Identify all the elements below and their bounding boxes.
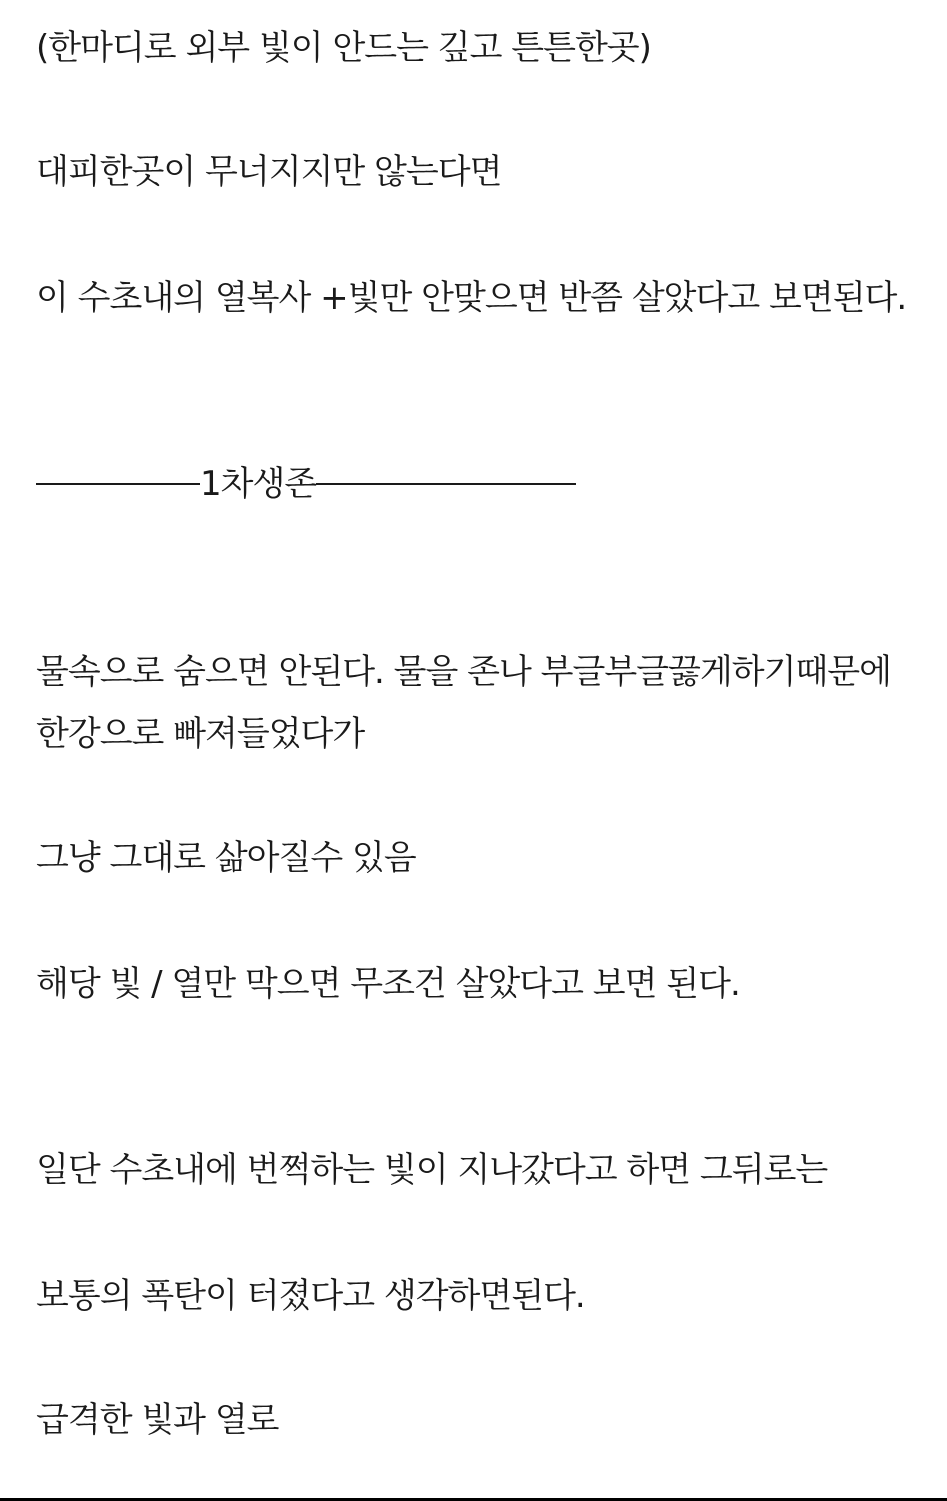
text-line: 그냥 그대로 삶아질수 있음 [36,838,416,878]
text-line: 일단 수초내에 번쩍하는 빛이 지나갔다고 하면 그뒤로는 [36,1150,828,1190]
text-line: 이 수초내의 열복사 +빛만 안맞으면 반쯤 살았다고 보면된다. [36,278,907,318]
text-line: 해당 빛 / 열만 막으면 무조건 살았다고 보면 된다. [36,964,740,1004]
section-divider [36,462,576,506]
section-divider-label: 1차생존 [200,464,317,504]
text-line: 보통의 폭탄이 터졌다고 생각하면된다. [36,1276,585,1316]
text-line: 대피한곳이 무너지지만 않는다면 [36,152,502,192]
text-line: 한강으로 빠져들었다가 [36,714,365,754]
text-line: (한마디로 외부 빛이 안드는 깊고 튼튼한곳) [36,28,651,68]
divider-rule-right [316,483,576,485]
divider-rule-left [36,483,200,485]
text-line: 물속으로 숨으면 안된다. 물을 존나 부글부글끓게하기때문에 [36,652,891,692]
text-line: 급격한 빛과 열로 [36,1400,279,1440]
